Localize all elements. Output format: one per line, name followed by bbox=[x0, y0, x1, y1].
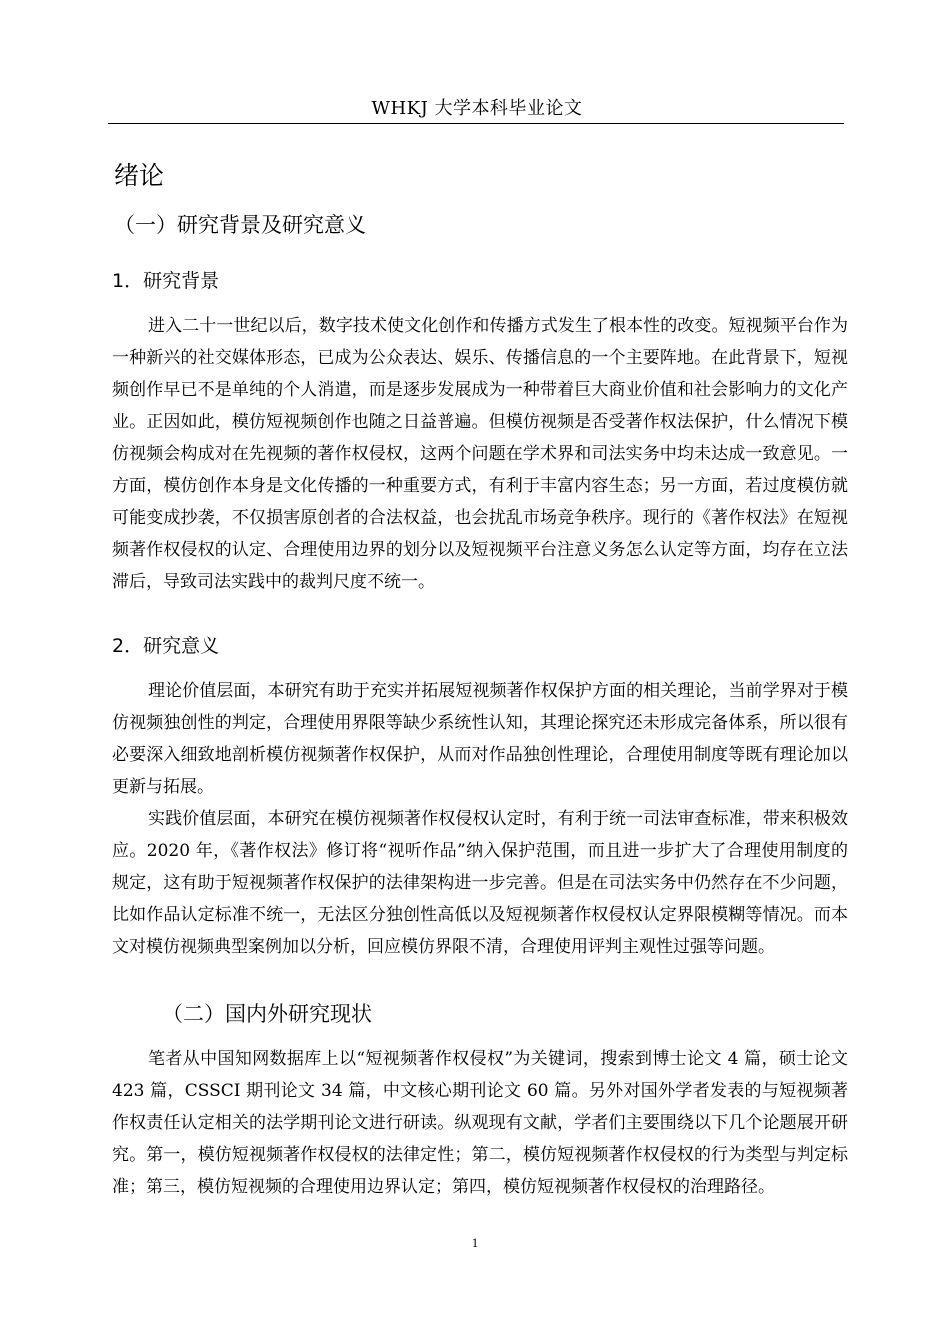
paragraph-practical-value: 实践价值层面，本研究在模仿视频著作权侵权认定时，有利于统一司法审查标准，带来积极效应。2020 年，《著作权法》修订将“视听作品”纳入保护范围，而且进一步扩大了合理使用制度的规定，这有助于短视频著作权保护的法律架构进一步完善。但是在司法实务中仍然存在不少问题，比如作品认定标准不统一，无法区分独创性高低以及短视频著作权侵权认定界限模糊等情况。而本文对模仿视频典型案例加以分析，回应模仿界限不清，合理使用评判主观性过强等问题。 bbox=[112, 809, 848, 957]
section-heading-research-status: （二）国内外研究现状 bbox=[162, 1002, 372, 1026]
page-number: 1 bbox=[471, 1235, 479, 1250]
subsection-heading-background: 1．研究背景 bbox=[112, 270, 220, 292]
section-heading-background-significance: （一）研究背景及研究意义 bbox=[114, 213, 366, 237]
chapter-title: 绪论 bbox=[114, 161, 165, 190]
subsection-heading-significance: 2．研究意义 bbox=[112, 635, 220, 657]
paragraph-research-status: 笔者从中国知网数据库上以“短视频著作权侵权”为关键词，搜索到博士论文 4 篇，硕士论文 423 篇，CSSCI 期刊论文 34 篇，中文核心期刊论文 60 篇。另外对国外学者发表的与短视频著作权责任认定相关的法学期刊论文进行研读。纵观现有文献，学者们主要围绕以下几个论题展开研究。第一，模仿短视频著作权侵权的法律定性；第二，模仿短视频著作权侵权的行为类型与判定标准；第三，模仿短视频的合理使用边界认定；第四，模仿短视频著作权侵权的治理路径。 bbox=[112, 1049, 848, 1197]
paragraph-background: 进入二十一世纪以后，数字技术使文化创作和传播方式发生了根本性的改变。短视频平台作为一种新兴的社交媒体形态，已成为公众表达、娱乐、传播信息的一个主要阵地。在此背景下，短视频创作早已不是单纯的个人消遣，而是逐步发展成为一种带着巨大商业价值和社会影响力的文化产业。正因如此，模仿短视频创作也随之日益普遍。但模仿视频是否受著作权法保护，什么情况下模仿视频会构成对在先视频的著作权侵权，这两个问题在学术界和司法实务中均未达成一致意见。一方面，模仿创作本身是文化传播的一种重要方式，有利于丰富内容生态；另一方面，若过度模仿就可能变成抄袭，不仅损害原创者的合法权益，也会扰乱市场竞争秩序。现行的《著作权法》在短视频著作权侵权的认定、合理使用边界的划分以及短视频平台注意义务怎么认定等方面，均存在立法滞后，导致司法实践中的裁判尺度不统一。 bbox=[112, 316, 848, 592]
header-divider bbox=[108, 123, 844, 124]
page-header: WHKJ 大学本科毕业论文 bbox=[371, 98, 583, 119]
paragraph-theoretical-value: 理论价值层面，本研究有助于充实并拓展短视频著作权保护方面的相关理论，当前学界对于模仿视频独创性的判定，合理使用界限等缺少系统性认知，其理论探究还未形成完备体系，所以很有必要深入细致地剖析模仿视频著作权保护，从而对作品独创性理论，合理使用制度等既有理论加以更新与拓展。 bbox=[112, 681, 848, 797]
